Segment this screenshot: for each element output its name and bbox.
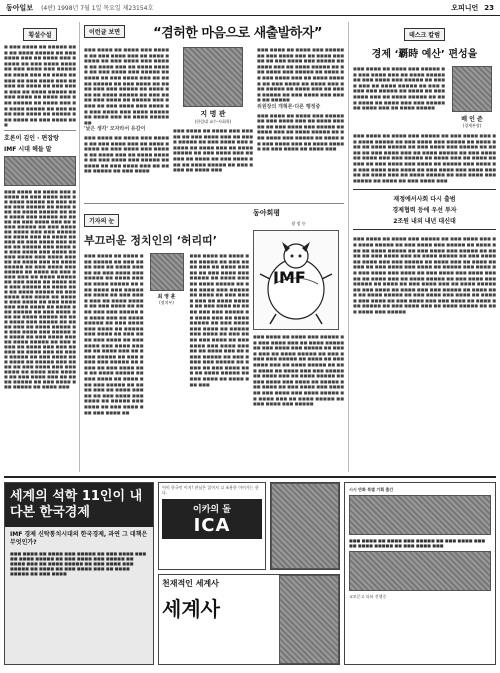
column2-body-2: ■■■ ■■■■ ■■ ■■■■ ■■■ ■■■■■ ■■ ■■■ ■■■■ ■■■ ■■ ■■■■ ■■■■■ ■■ ■■■ ■■■■ ■■■ ■■■■■ ■■ ■■■■ ■■■ ■■ ■■■■ ■■■■■ ■■ ■■■ ■■■■ ■■■ ■■■■■ ■■ ■■■■ ■■ ■■■ ■■■■ ■■■ ■■ ■■■■ ■■■■■ ■■ ■■■ ■■■■ ■■ ■■■■ ■■■ ■■■ ■■■■■ ■■ ■■■■ ■■■ ■■ ■■■■ ■■■■■ ■■ ■■■ ■■■■ ■■■ ■■■■ ■■ ■■■■■ ■■■ ■■■■ ■■ ■■■ ■■■■ ■■■ ■■■■ ■■ ■■■ ■■■■ ■■■ ■■■■ ■■■■■ ■■ ■■■■ ■■■ ■■ ■■■■ ■■■■■ ■■ ■■■ ■■■■ ■■■ ■■■■■ ■■ ■■■■ ■■ ■■■ ■■■■ ■■■ ■■ ■■■■ ■■■■■ ■■ ■■■ ■■■■ ■■ ■■■■ ■■■ ■■■ (189, 253, 249, 387)
left-topic-subtitle: IMF 시대 헤들 말 (4, 145, 52, 153)
pull-quote-line-1: 재정에서사회 다시 출범 (393, 196, 456, 204)
left-column (4, 22, 80, 472)
cartoon-artist: 광 정 등 (291, 221, 306, 226)
editorial-body-3: ■■■ ■■■■ ■■ ■■■■ ■■■ ■■■■■ ■■ ■■■ ■■■■ ■■■ ■■ ■■■■ ■■■■■ ■■ ■■■ ■■■■ ■■■ ■■■■■ ■■ ■■■■ ■■■ ■■ ■■■■ ■■■■■ ■■ ■■■ ■■■■ ■■■ ■■■■■ ■■ ■■■■ ■■ ■■■ ■■■■ ■■■ ■■ ■■■■ ■■■■■ ■■ ■■■ ■■■■ ■■ ■■■■ ■■■ ■■■ ■■■■■ ■■ ■■■■ ■■■ ■■ ■■■■ ■■■■■ ■■ ■■■ ■■■■ ■■■ ■■■■ ■■ ■■■■■ 위원장의 개혁론·다른 행정중 ■■■ ■■■■ ■■ ■■■■ ■■■ ■■■■■ ■■ ■■■ ■■■■ ■■■ ■■ ■■■■ ■■■■■ ■■ ■■■ ■■■■ ■■■ ■■■■■ ■■ ■■■■ ■■■ ■■ ■■■■ ■■■■■ ■■ ■■■ ■■■■ ■■■ ■■■■■ ■■ ■■■■ ■■ ■■■ ■■■■ ■■■ ■■ ■■■■ ■■■■■ ■■ ■■■ ■■■■ ■■ ■■■■ ■■■ (257, 47, 344, 152)
ad-book-list-footer: 교보문고 리뷰 진행중 (349, 594, 387, 599)
column2-author-photo (150, 253, 184, 291)
ad-book-list-body-1: ■■■ ■■■■ ■■ ■■■■ ■■■ ■■■■■ ■■ ■■■ ■■■■ ■■■ ■■ ■■■■ ■■■■■ ■■ ■■■ ■■■■ ■■■ (349, 538, 486, 548)
editorial-subhead-1: '낯은 생각' 모자라서 유감이 (84, 126, 146, 133)
ad-world-history-book[interactable] (158, 574, 340, 665)
column2-label: 기자의 눈 (84, 214, 119, 227)
main-column (84, 22, 344, 472)
ad-portrait-photo (271, 483, 339, 569)
section-title: 오피니언 (451, 3, 479, 12)
column2-headline: 부끄러운 정치인의 ‘허리띠’ (84, 234, 217, 247)
editorial-body-1: ■■■ ■■■■ ■■ ■■■■ ■■■ ■■■■■ ■■ ■■■ ■■■■ ■■■ ■■ ■■■■ ■■■■■ ■■ ■■■ ■■■■ ■■■ ■■■■■ ■■ ■■■■ ■■■ ■■ ■■■■ ■■■■■ ■■ ■■■ ■■■■ ■■■ ■■■■■ ■■ ■■■■ ■■ ■■■ ■■■■ ■■■ ■■ ■■■■ ■■■■■ ■■ ■■■ ■■■■ ■■ ■■■■ ■■■ ■■■ ■■■■■ ■■ ■■■■ ■■■ ■■ ■■■■ ■■■■■ ■■ ■■■ ■■■■ ■■■ ■■■■ ■■ ■■■■■ ■■■ ■■■■ ■■ ■■■ ■■■■ ■■■ ■■■■ ■■ ■■■ ■■■■ ■■■ ■■■■ ■■■■■ ■■ ■■■■ ■■■ ■■ ■■■■ ■■■■■ ■■ '낯은 생각' 모자라서 유감이 ■■■ ■■■■ ■■ ■■■■ ■■■ ■■■■■ ■■ ■■■ ■■■■ ■■■ ■■ ■■■■ ■■■■■ ■■ ■■■ ■■■■ ■■■ ■■■■■ ■■ ■■■■ ■■■ ■■ ■■■■ ■■■■■ ■■ ■■■ ■■■■ ■■■ ■■■■■ ■■ ■■■■ ■■ ■■■ ■■■■ ■■■ ■■ ■■■■ ■■■■■ ■■ ■■■ ■■■■ (84, 47, 169, 174)
ad-ica-brand: ICA (193, 515, 231, 536)
column2-body-1: ■■■ ■■■■ ■■ ■■■■ ■■■ ■■■■■ ■■ ■■■ ■■■■ ■■■ ■■ ■■■■ ■■■■■ ■■ ■■■ ■■■■ ■■■ ■■■■■ ■■ ■■■■ ■■■ ■■ ■■■■ ■■■■■ ■■ ■■■ ■■■■ ■■■ ■■■■■ ■■ ■■■■ ■■ ■■■ ■■■■ ■■■ ■■ ■■■■ ■■■■■ ■■ ■■■ ■■■■ ■■ ■■■■ ■■■ ■■■ ■■■■■ ■■ ■■■■ ■■■ ■■ ■■■■ ■■■■■ ■■ ■■■ ■■■■ ■■■ ■■■■ ■■ ■■■■■ ■■■ ■■■■ ■■ ■■■ ■■■■ ■■■ ■■■■ ■■ ■■■ ■■■■ ■■■ ■■■■ ■■■■■ ■■ ■■■■ ■■■ ■■ ■■■■ ■■■■■ ■■ ■■■ ■■■■ ■■■ ■■■■■ ■■ ■■■■ ■■ ■■■ ■■■■ ■■■ ■■ ■■■■ ■■■■■ ■■ ■■■ ■■■■ ■■ ■■■■ ■■■ ■■■ ■■■■■ ■■ ■■■■ ■■■ ■■ ■■■■ ■■■■■ ■■ ■■■ ■■■■ ■■■ ■■■■ ■■ ■■■■■ ■■■ ■■■■ ■■ ■■■ ■■■■ ■■■ ■■■ ■■■■ ■■ (84, 253, 144, 415)
column2-byline-name: 최 영 훈 (157, 294, 176, 300)
editorial-body-2: ■■■ ■■■■ ■■ ■■■■ ■■■ ■■■■■ ■■ ■■■ ■■■■ ■■■ ■■ ■■■■ ■■■■■ ■■ ■■■ ■■■■ ■■■ ■■■■■ ■■ ■■■■ ■■■ ■■ ■■■■ ■■■■■ ■■ ■■■ ■■■■ ■■■ ■■■■■ ■■ ■■■■ ■■ ■■■ ■■■■ ■■■ ■■ ■■■■ ■■■■■ ■■ ■■■ ■■■■ ■■ ■■■■ ■■■ (173, 128, 253, 173)
editorial-byline-name: 지 명 관 (200, 110, 226, 118)
newspaper-logo: 동아일보 (6, 3, 34, 12)
desk-column-headline: 경제 ‘覇時 예산’ 편성을 (371, 49, 478, 60)
ad-portrait[interactable] (270, 482, 340, 570)
desk-column-body-1: ■■■ ■■■■ ■■ ■■■■ ■■■ ■■■■■ ■■ ■■■ ■■■■ ■■■ ■■ ■■■■ ■■■■■ ■■ ■■■ ■■■■ ■■■ ■■■■■ ■■ ■■■■ ■■■ ■■ ■■■■ ■■■■■ ■■ ■■■ ■■■■ ■■■ ■■■■■ ■■ ■■■■ ■■ ■■■ ■■■■ ■■■ ■■ ■■■■ ■■■■■ ■■ ■■■ ■■■■ ■■ ■■■■ ■■■ ■■■ ■■■■■ ■■ ■■■■ ■■■ ■■ ■■■■ ■■■■■ (353, 66, 445, 111)
advertisement-area (4, 476, 496, 667)
ad-history-image (279, 575, 339, 664)
left-column-label: 횡설수설 (23, 28, 56, 41)
ad-ica-book[interactable] (158, 482, 266, 570)
left-column-body-1: ■ ■■■ ■■■■ ■■ ■■■■■ ■■■ ■■ ■■■■ ■■■■■ ■■ ■■■ ■■■■ ■■■ ■■ ■■■■ ■■■ ■■■■■ ■■ ■■■ ■■■■ ■■■■ ■■ ■■■ ■■■■ ■■■ ■■■■■ ■■ ■■■■ ■■■ ■■ ■■■■ ■■■■■ ■■ ■■■ ■■■■ ■■■ ■■■■■ ■■ ■■■■ ■■ ■■■ ■■■■ ■■■ ■■ ■■■■ ■■■■■ ■■ ■■■ ■■■■ ■■ ■■■■ ■■■ ■■■ ■■■■■ ■■ ■■■■ ■■■ ■■ ■■■■ ■■■■■ ■■ ■■■ ■■■■ ■■■ ■■■■ ■■ ■■■■■ ■■■ ■■■■ ■■ ■■■ ■■■■ ■■■ (4, 44, 76, 128)
editorial-byline-title: (한림대 교수·사회학) (194, 119, 232, 124)
desk-pull-quote (353, 189, 496, 230)
cartoon-imf-text: IMF (273, 268, 306, 287)
ad-economy-subhead: IMF 경제 신탁통치시대의 한국경제, 과연 그 대책은 무엇인가? (10, 531, 148, 546)
editorial-subhead-2: 위원장의 개혁론·다른 행정중 (257, 103, 321, 110)
desk-column-body-3: ■■■ ■■■■ ■■ ■■■■ ■■■ ■■■■■ ■■ ■■■ ■■■■ ■■■ ■■ ■■■■ ■■■■■ ■■ ■■■ ■■■■ ■■■ ■■■■■ ■■ ■■■■ ■■■ ■■ ■■■■ ■■■■■ ■■ ■■■ ■■■■ ■■■ ■■■■■ ■■ ■■■■ ■■ ■■■ ■■■■ ■■■ ■■ ■■■■ ■■■■■ ■■ ■■■ ■■■■ ■■ ■■■■ ■■■ ■■■ ■■■■■ ■■ ■■■■ ■■■ ■■ ■■■■ ■■■■■ ■■ ■■■ ■■■■ ■■■ ■■■■ ■■ ■■■■■ ■■■ ■■■■ ■■ ■■■ ■■■■ ■■■ ■■■■ ■■ ■■■ ■■■■ ■■■ ■■■■ ■■■■■ ■■ ■■■■ ■■■ ■■ ■■■■ ■■■■■ ■■ ■■■ ■■■■ ■■■ ■■■■■ ■■ ■■■■ ■■ ■■■ ■■■■ ■■■ ■■ ■■■■ ■■■■■ ■■ ■■■ ■■■■ ■■ ■■■■ ■■■ ■■■ ■■■■■ ■■ ■■■■ ■■■ ■■ ■■■■ ■■■■■ ■■ ■■■ ■■■■ ■■■ ■■■■ ■■ ■■■■■ ■■■ ■■■■ ■■ ■■■ ■■■■ ■■■ ■■■ ■■■■ ■■ ■■■■ ■■■ ■■■■■ ■■ ■■■ ■■■■ ■■■ ■■ ■■■■ ■■■■■ ■■ ■■■ ■■■■ ■■■ ■■■■■ (353, 236, 496, 315)
ad-history-brand: 세계사 (162, 597, 220, 621)
editorial-headline: “겸허한 마음으로 새출발하자” (153, 26, 322, 41)
page-number: 23 (484, 3, 494, 12)
ad-book-list-image-2 (349, 551, 491, 591)
editorial-label: 이런글 보면 (84, 25, 125, 38)
desk-column-body-2: ■■■ ■■■■ ■■ ■■■■ ■■■ ■■■■■ ■■ ■■■ ■■■■ ■■■ ■■ ■■■■ ■■■■■ ■■ ■■■ ■■■■ ■■■ ■■■■■ ■■ ■■■■ ■■■ ■■ ■■■■ ■■■■■ ■■ ■■■ ■■■■ ■■■ ■■■■■ ■■ ■■■■ ■■ ■■■ ■■■■ ■■■ ■■ ■■■■ ■■■■■ ■■ ■■■ ■■■■ ■■ ■■■■ ■■■ ■■■ ■■■■■ ■■ ■■■■ ■■■ ■■ ■■■■ ■■■■■ ■■ ■■■ ■■■■ ■■■ ■■■■ ■■ ■■■■■ ■■■ ■■■■ ■■ ■■■ ■■■■ ■■■ ■■■■ ■■ ■■■ ■■■■ ■■■ ■■■■ ■■■■■ ■■ ■■■■ ■■■ ■■ ■■■■ ■■■■■ ■■ ■■■ ■■■■ ■■■ ■■■■■ ■■ ■■■■ ■■ ■■■ ■■■■ ■■■ (353, 133, 496, 183)
right-column (348, 22, 496, 472)
ad-economy-book[interactable] (4, 482, 154, 665)
ad-book-list-image-1 (349, 495, 491, 535)
ad-ica-tagline: 어이 한국인 이지! 관심은 있어지 고 조용한 이어가는 한다. (162, 485, 259, 495)
desk-byline-title: (경제부장) (462, 123, 482, 128)
column2-byline-title: (정치부) (159, 300, 174, 305)
ad-history-title: 천재적인 세계사 (162, 579, 219, 588)
cartoon-caption-body: ■■■ ■■■■ ■■ ■■■■ ■■■ ■■■■■ ■■ ■■■ ■■■■ ■■■ ■■ ■■■■ ■■■■■ ■■ ■■■ ■■■■ ■■■ ■■■■■ ■■ ■■■■ ■■■ ■■ ■■■■ ■■■■■ ■■ ■■■ ■■■■ ■■■ ■■■■■ ■■ ■■■■ ■■ ■■■ ■■■■ ■■■ ■■ ■■■■ ■■■■■ ■■ ■■■ ■■■■ ■■ ■■■■ ■■■ ■■■ ■■■■■ ■■ ■■■■ ■■■ ■■ ■■■■ ■■■■■ ■■ ■■■ ■■■■ ■■■ ■■■■ ■■ ■■■■■ ■■■ ■■■■ ■■ ■■■ ■■■■ ■■■ ■■■■ ■■ ■■■ ■■■■ ■■■ ■■■■ ■■■■■ ■■ ■■■■ ■■■ ■■ ■■■■ ■■■■■ ■■ ■■■ ■■■■ ■■■ ■■■■■ (253, 334, 344, 407)
desk-author-photo (452, 66, 492, 112)
pull-quote-line-2: 경제협력 등에 우선 투자 (392, 207, 457, 215)
left-topic-title: 호론이 김인 · 편잡랑 (4, 134, 59, 142)
ad-economy-headline: 세계의 석학 11인이 내다본 한국경제 (5, 483, 153, 527)
desk-byline-name: 배 인 준 (461, 116, 483, 123)
ad-book-list-header: 시시 만화 특별 기획 출간 (349, 487, 394, 492)
pull-quote-line-3: 2조원 내외 내년 대신대 (393, 218, 456, 226)
cartoon-label: 동아희평 (253, 209, 281, 217)
ad-ica-title: 이카의 돌 (193, 505, 231, 515)
issue-meta: (4판) 1998년 7월 1일 목요일 제23154호 (41, 5, 154, 12)
author-photo (183, 47, 243, 107)
page-header (0, 0, 500, 16)
left-column-photo (4, 156, 76, 186)
desk-column-label: 데스크 칼럼 (404, 28, 445, 41)
ad-book-list[interactable] (344, 482, 496, 665)
ad-economy-body: ■■■ ■■■■ ■■ ■■■■ ■■■ ■■■■■ ■■ ■■■ ■■■■ ■■■ ■■ ■■■■ ■■■■■ ■■ ■■■ ■■■■ ■■■ ■■■■■ ■■ ■■■■ ■■■ ■■ ■■■■ ■■■■■ ■■ ■■■ ■■■■ ■■■ ■■■■■ ■■ ■■■■ ■■ ■■■ ■■■■ ■■■ ■■ ■■■■ ■■■■■ ■■ ■■■ ■■■■ (10, 551, 147, 576)
left-column-body-2: ■■■ ■■■■ ■■ ■■■■ ■■■ ■■■■■ ■■ ■■■ ■■■■ ■■■ ■■ ■■■■ ■■■■■ ■■ ■■■ ■■■■ ■■■ ■■■■■ ■■ ■■■■ ■■■ ■■ ■■■■ ■■■■■ ■■ ■■■ ■■■■ ■■■ ■■■■■ ■■ ■■■■ ■■ ■■■ ■■■■ ■■■ ■■ ■■■■ ■■■■■ ■■ ■■■ ■■■■ ■■ ■■■■ ■■■ ■■■ ■■■■■ ■■ ■■■■ ■■■ ■■ ■■■■ ■■■■■ ■■ ■■■ ■■■■ ■■■ ■■■■ ■■ ■■■■■ ■■■ ■■■■ ■■ ■■■ ■■■■ ■■■ ■■■■ ■■ ■■■ ■■■■ ■■■ ■■■■ ■■■■■ ■■ ■■■■ ■■■ ■■ ■■■■ ■■■■■ ■■ ■■■ ■■■■ ■■■ ■■■■■ ■■ ■■■■ ■■ ■■■ ■■■■ ■■■ ■■ ■■■■ ■■■■■ ■■ ■■■ ■■■■ ■■ ■■■■ ■■■ ■■■ ■■■■■ ■■ ■■■■ ■■■ ■■ ■■■■ ■■■■■ ■■ ■■■ ■■■■ ■■■ ■■■■ ■■ ■■■■■ ■■■ ■■■■ ■■ ■■■ ■■■■ ■■■ ■■■ ■■■■ ■■ ■■■■ ■■■ ■■■■■ ■■ ■■■ ■■■■ ■■■ ■■ ■■■■ ■■■■■ ■■ ■■■ ■■■■ ■■■ ■■■■■ ■■ ■■■■ ■■■ ■■ ■■■■ ■■■■■ ■■ ■■■ ■■■■ ■■■ ■■■■■ ■■ ■■■■ ■■ ■■■ ■■■■ ■■■ ■■ ■■■■ ■■■■■ ■■ ■■■ ■■■■ ■■ ■■■■ ■■■ ■■■ ■■■■■ ■■ ■■■■ ■■■ ■■ ■■■■ ■■■■■ ■■ ■■■ ■■■■ ■■■ ■■■■ ■■ ■■■■■ ■■■ ■■■■ ■■ ■■■ ■■■■ ■■■ ■■■ ■■■■ ■■ ■■■■ ■■■ ■■■■■ ■■ ■■■ ■■■■ ■■■ ■■ ■■■■ ■■■■■ ■■ ■■■ ■■■■ ■■■ ■■■■■ ■■ ■■■■ ■■■ (4, 188, 76, 389)
